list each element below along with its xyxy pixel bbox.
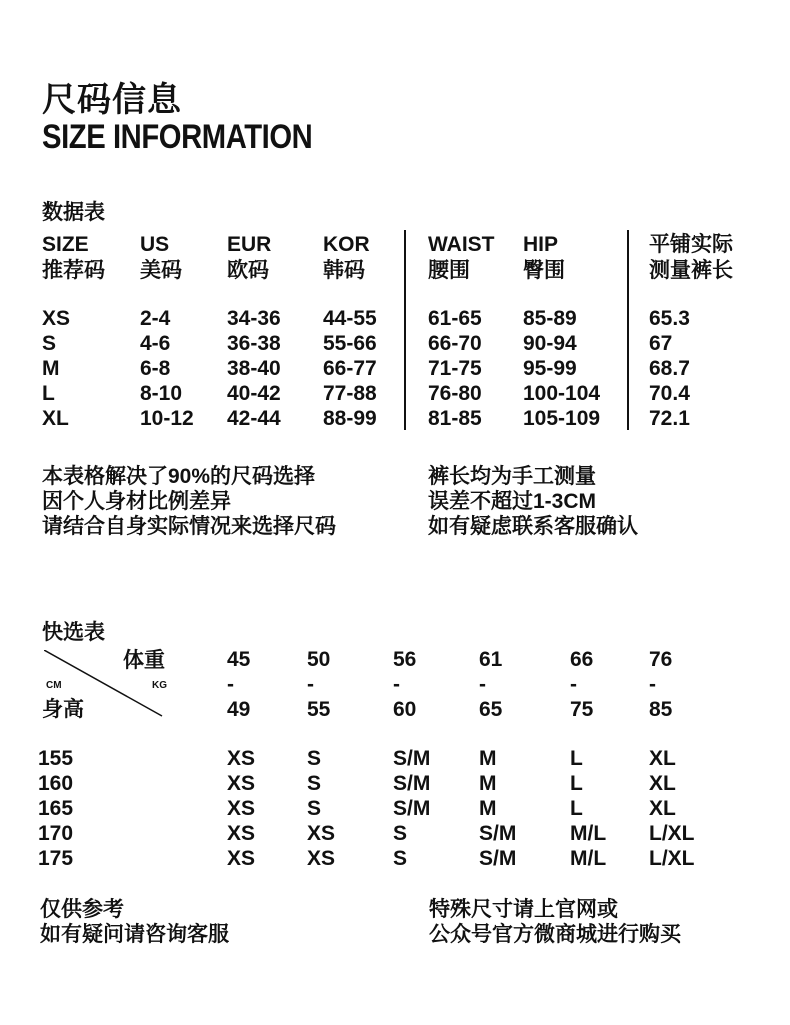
table-cell: XS xyxy=(227,747,256,770)
note-line: 裤长均为手工测量 xyxy=(428,465,596,488)
table-cell: 34-36 xyxy=(227,307,281,330)
quick-size-col-4 xyxy=(479,746,516,871)
header-size-cn: 推荐码 xyxy=(42,259,105,282)
table-cell: S/M xyxy=(479,822,517,845)
table-cell: S xyxy=(307,772,322,795)
height-value: 160 xyxy=(38,772,74,795)
height-value: 165 xyxy=(38,797,74,820)
header-size xyxy=(42,232,105,284)
size-column xyxy=(42,306,70,431)
weight-to: 75 xyxy=(570,698,594,721)
table-cell: XS xyxy=(42,307,71,330)
table-cell: 105-109 xyxy=(523,407,601,430)
header-kor xyxy=(323,232,370,284)
weight-col-1 xyxy=(227,647,250,722)
table-cell: XS xyxy=(227,772,256,795)
notes-right-2 xyxy=(429,897,681,947)
table-cell: M/L xyxy=(570,822,607,845)
weight-to: 60 xyxy=(393,698,417,721)
header-eur-cn: 欧码 xyxy=(227,259,269,282)
header-length-top: 平铺实际 xyxy=(649,233,733,256)
height-label: 身高 xyxy=(42,698,84,721)
table-cell: 61-65 xyxy=(428,307,482,330)
weight-dash: - xyxy=(227,673,234,696)
waist-column xyxy=(428,306,482,431)
table-cell: 44-55 xyxy=(323,307,377,330)
weight-dash: - xyxy=(307,673,314,696)
notes-right-1 xyxy=(428,464,638,539)
quick-size-col-2 xyxy=(307,746,335,871)
header-length xyxy=(649,232,733,284)
table-cell: 70.4 xyxy=(649,382,690,405)
weight-to: 55 xyxy=(307,698,331,721)
table-cell: 71-75 xyxy=(428,357,482,380)
divider-line-2 xyxy=(627,230,629,430)
notes-left-2 xyxy=(40,897,229,947)
page-title-en: SIZE INFORMATION xyxy=(42,118,313,156)
quick-size-col-5 xyxy=(570,746,606,871)
table-cell: 55-66 xyxy=(323,332,377,355)
weight-from: 61 xyxy=(479,648,503,671)
header-eur xyxy=(227,232,271,284)
header-hip-cn: 臀围 xyxy=(523,259,565,282)
table-cell: 42-44 xyxy=(227,407,281,430)
table-cell: L/XL xyxy=(649,822,695,845)
table-cell: M xyxy=(479,747,497,770)
table-cell: S/M xyxy=(393,772,431,795)
table-cell: XS xyxy=(227,797,256,820)
weight-to: 65 xyxy=(479,698,503,721)
table-cell: XS xyxy=(227,847,256,870)
note-line: 本表格解决了90%的尺码选择 xyxy=(42,465,316,488)
header-us-cn: 美码 xyxy=(140,259,182,282)
table-cell: 8-10 xyxy=(140,382,183,405)
table-cell: 81-85 xyxy=(428,407,482,430)
table-cell: XS xyxy=(227,822,256,845)
table-cell: 10-12 xyxy=(140,407,194,430)
length-column xyxy=(649,306,690,431)
weight-col-4 xyxy=(479,647,502,722)
weight-col-2 xyxy=(307,647,330,722)
note-line: 误差不超过1-3CM xyxy=(428,490,597,513)
quick-size-col-1 xyxy=(227,746,255,871)
height-value: 170 xyxy=(38,822,74,845)
table-cell: L xyxy=(570,797,583,820)
height-column xyxy=(38,746,73,871)
notes-left-1 xyxy=(42,464,336,539)
table-cell: XL xyxy=(649,772,676,795)
divider-line-1 xyxy=(404,230,406,430)
us-column xyxy=(140,306,194,431)
table-cell: 38-40 xyxy=(227,357,281,380)
table-cell: S/M xyxy=(393,747,431,770)
weight-to: 49 xyxy=(227,698,251,721)
size-table-label: 数据表 xyxy=(42,201,105,224)
table-cell: S xyxy=(42,332,57,355)
header-eur-en: EUR xyxy=(227,233,272,256)
hip-column xyxy=(523,306,600,431)
cm-label: CM xyxy=(46,680,62,691)
weight-dash: - xyxy=(649,673,656,696)
table-cell: S xyxy=(393,822,408,845)
table-cell: 36-38 xyxy=(227,332,281,355)
table-cell: L/XL xyxy=(649,847,695,870)
table-cell: 76-80 xyxy=(428,382,482,405)
weight-label: 体重 xyxy=(123,649,165,672)
table-cell: 66-77 xyxy=(323,357,377,380)
table-cell: 88-99 xyxy=(323,407,377,430)
quick-table-label: 快选表 xyxy=(42,621,105,644)
header-waist-cn: 腰围 xyxy=(428,259,470,282)
eur-column xyxy=(227,306,281,431)
header-us-en: US xyxy=(140,233,170,256)
header-kor-cn: 韩码 xyxy=(323,259,365,282)
table-cell: 68.7 xyxy=(649,357,690,380)
table-cell: L xyxy=(570,747,583,770)
weight-dash: - xyxy=(570,673,577,696)
table-cell: S xyxy=(307,797,322,820)
table-cell: 66-70 xyxy=(428,332,482,355)
note-line: 特殊尺寸请上官网或 xyxy=(429,898,618,921)
header-waist xyxy=(428,232,495,284)
table-cell: M xyxy=(479,797,497,820)
height-value: 175 xyxy=(38,847,74,870)
table-cell: 65.3 xyxy=(649,307,690,330)
weight-from: 66 xyxy=(570,648,594,671)
table-cell: L xyxy=(42,382,55,405)
table-cell: 77-88 xyxy=(323,382,377,405)
table-cell: S/M xyxy=(393,797,431,820)
table-cell: 67 xyxy=(649,332,673,355)
table-cell: M xyxy=(42,357,60,380)
weight-col-3 xyxy=(393,647,416,722)
table-cell: 72.1 xyxy=(649,407,690,430)
table-cell: 40-42 xyxy=(227,382,281,405)
table-cell: M xyxy=(479,772,497,795)
weight-dash: - xyxy=(393,673,400,696)
weight-from: 50 xyxy=(307,648,331,671)
note-line: 如有疑虑联系客服确认 xyxy=(428,515,638,538)
table-cell: 95-99 xyxy=(523,357,577,380)
note-line: 仅供参考 xyxy=(40,898,124,921)
weight-col-5 xyxy=(570,647,593,722)
kor-column xyxy=(323,306,377,431)
table-cell: M/L xyxy=(570,847,607,870)
header-size-en: SIZE xyxy=(42,233,89,256)
height-value: 155 xyxy=(38,747,74,770)
table-cell: S xyxy=(307,747,322,770)
note-line: 如有疑问请咨询客服 xyxy=(40,923,229,946)
header-hip xyxy=(523,232,565,284)
table-cell: 4-6 xyxy=(140,332,171,355)
table-cell: L xyxy=(570,772,583,795)
table-cell: XL xyxy=(649,797,676,820)
header-us xyxy=(140,232,182,284)
header-hip-en: HIP xyxy=(523,233,559,256)
table-cell: S/M xyxy=(479,847,517,870)
header-kor-en: KOR xyxy=(323,233,370,256)
quick-size-col-3 xyxy=(393,746,430,871)
note-line: 因个人身材比例差异 xyxy=(42,490,231,513)
table-cell: 6-8 xyxy=(140,357,171,380)
table-cell: XS xyxy=(307,847,336,870)
weight-from: 56 xyxy=(393,648,417,671)
header-waist-en: WAIST xyxy=(428,233,495,256)
table-cell: 85-89 xyxy=(523,307,577,330)
header-length-bottom: 测量裤长 xyxy=(649,259,733,282)
weight-to: 85 xyxy=(649,698,673,721)
table-cell: 90-94 xyxy=(523,332,577,355)
table-cell: 2-4 xyxy=(140,307,171,330)
kg-label: KG xyxy=(152,680,167,691)
table-cell: 100-104 xyxy=(523,382,601,405)
page-title-cn: 尺码信息 xyxy=(42,81,182,119)
weight-col-6 xyxy=(649,647,672,722)
table-cell: XL xyxy=(649,747,676,770)
note-line: 请结合自身实际情况来选择尺码 xyxy=(42,515,336,538)
weight-dash: - xyxy=(479,673,486,696)
quick-size-col-6 xyxy=(649,746,695,871)
table-cell: XL xyxy=(42,407,69,430)
table-cell: S xyxy=(393,847,408,870)
note-line: 公众号官方微商城进行购买 xyxy=(429,923,681,946)
weight-from: 45 xyxy=(227,648,251,671)
table-cell: XS xyxy=(307,822,336,845)
weight-from: 76 xyxy=(649,648,673,671)
